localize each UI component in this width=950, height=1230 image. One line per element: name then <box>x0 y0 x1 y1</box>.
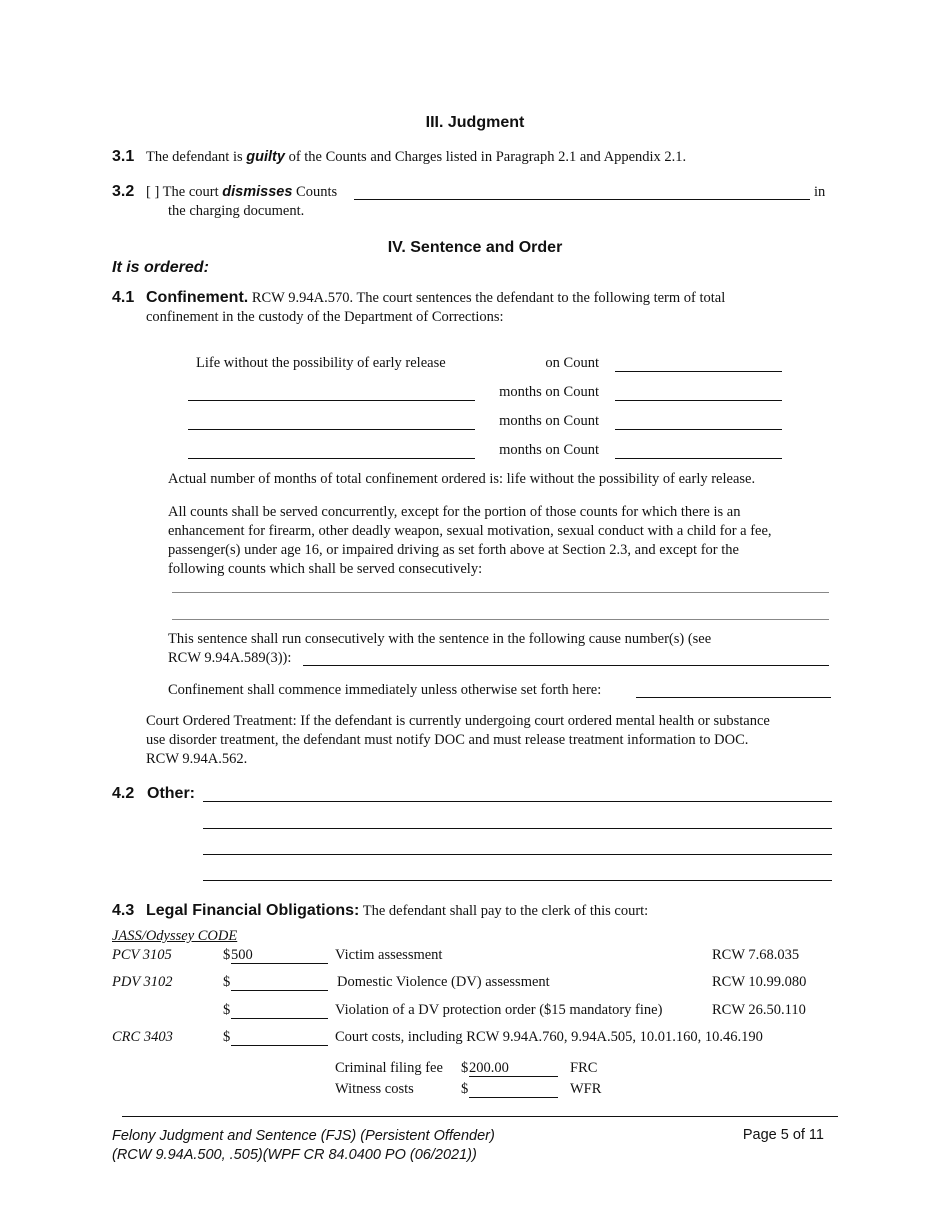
lfo-row-4-desc: Court costs, including RCW 9.94A.760, 9.94A.505, 10.01.160, 10.46.190 <box>335 1029 763 1045</box>
commence-text: Confinement shall commence immediately unless otherwise set forth here: <box>168 682 602 698</box>
consecutive-cause-line1: This sentence shall run consecutively with the sentence in the following cause number(s) (see <box>168 631 712 647</box>
filing-fee-label: Criminal filing fee <box>335 1060 443 1076</box>
cause-number-line[interactable] <box>303 665 829 666</box>
lfo-title: Legal Financial Obligations: <box>146 902 360 919</box>
witness-costs-amount-line[interactable] <box>469 1097 558 1098</box>
lfo-row-4-code: CRC 3403 <box>112 1029 173 1045</box>
term-row-3-count-line[interactable] <box>615 429 782 430</box>
concurrent-line-1: All counts shall be served concurrently, except for the portion of those counts for which there is an <box>168 504 741 520</box>
consecutive-cause-line2: RCW 9.94A.589(3)): <box>168 650 292 666</box>
consecutive-counts-line-2[interactable] <box>172 619 829 620</box>
filing-fee-amount-line[interactable] <box>469 1076 558 1077</box>
lfo-text: The defendant shall pay to the clerk of this court: <box>362 903 649 919</box>
term-row-4-term-line[interactable] <box>188 458 475 459</box>
it-is-ordered: It is ordered: <box>112 259 209 276</box>
term-row-1-count-line[interactable] <box>615 371 782 372</box>
term-row-3-label: months on Count <box>499 413 599 429</box>
term-row-1-label: on Count <box>545 355 599 371</box>
other-line-3[interactable] <box>203 854 832 855</box>
code-header: JASS/Odyssey CODE <box>112 928 238 944</box>
section-3-2-pre: The court <box>162 184 223 200</box>
section-3-2-text <box>146 184 337 201</box>
section-3-1-number: 3.1 <box>112 148 135 165</box>
footer-line-1: Felony Judgment and Sentence (FJS) (Persistent Offender) <box>112 1128 495 1144</box>
term-row-2-count-line[interactable] <box>615 400 782 401</box>
lfo-row-2-desc: Domestic Violence (DV) assessment <box>337 974 550 990</box>
footer-form-title <box>112 1127 495 1165</box>
judgment-heading: III. Judgment <box>425 114 525 131</box>
concurrent-line-4: following counts which shall be served consecutively: <box>168 561 483 577</box>
section-3-2-post: Counts <box>292 184 338 200</box>
lfo-row-4-dollar: $ <box>223 1029 231 1045</box>
term-row-4-label: months on Count <box>499 442 599 458</box>
term-row-2-term-line[interactable] <box>188 400 475 401</box>
lfo-row-1-desc: Victim assessment <box>335 947 443 963</box>
lfo-row-3-amount-line[interactable] <box>231 1018 328 1019</box>
section-4-2-number: 4.2 <box>112 785 135 802</box>
treatment-line-1: Court Ordered Treatment: If the defendant is currently undergoing court ordered mental health or substance <box>146 713 770 729</box>
treatment-line-2: use disorder treatment, the defendant must notify DOC and must release treatment information to DOC. <box>146 732 749 748</box>
lfo-row-2-dollar: $ <box>223 974 231 990</box>
dismissed-counts-line[interactable] <box>354 199 810 200</box>
section-4-1-line2: confinement in the custody of the Department of Corrections: <box>146 309 504 325</box>
commence-line[interactable] <box>636 697 831 698</box>
section-4-1-number: 4.1 <box>112 289 135 306</box>
section-4-1-line1 <box>146 289 725 307</box>
concurrent-line-3: passenger(s) under age 16, or impaired driving as set forth above at Section 2.3, and except for the <box>168 542 739 558</box>
lfo-row-2-amount-line[interactable] <box>231 990 328 991</box>
section-3-1-text <box>146 149 686 166</box>
confinement-title: Confinement. <box>146 289 249 306</box>
lfo-row-4-amount-line[interactable] <box>231 1045 328 1046</box>
section-3-1-pre: The defendant is <box>146 149 247 165</box>
lfo-row-2-rcw: RCW 10.99.080 <box>712 974 807 990</box>
section-3-1-post: of the Counts and Charges listed in Paragraph 2.1 and Appendix 2.1. <box>284 149 687 165</box>
other-line-1[interactable] <box>203 801 832 802</box>
treatment-line-3: RCW 9.94A.562. <box>146 751 248 767</box>
concurrent-paragraph <box>168 503 772 579</box>
lfo-row-1-dollar: $ <box>223 947 231 963</box>
page-number: Page 5 of 11 <box>742 1127 824 1143</box>
other-line-2[interactable] <box>203 828 832 829</box>
guilty-emphasis: guilty <box>246 149 285 165</box>
lfo-row-3-desc: Violation of a DV protection order ($15 mandatory fine) <box>335 1002 663 1018</box>
footer-rule <box>122 1116 838 1117</box>
section-4-3-number: 4.3 <box>112 902 135 919</box>
other-line-4[interactable] <box>203 880 832 881</box>
witness-costs-code: WFR <box>570 1081 602 1097</box>
section-3-2-suffix: in <box>814 184 826 200</box>
witness-costs-dollar: $ <box>461 1081 469 1097</box>
lfo-row-1-amount: 500 <box>231 947 253 963</box>
section-3-2-number: 3.2 <box>112 183 135 200</box>
section-3-2-line2: the charging document. <box>168 203 305 219</box>
lfo-row-1-code: PCV 3105 <box>112 947 172 963</box>
consecutive-counts-line-1[interactable] <box>172 592 829 593</box>
term-row-1-term: Life without the possibility of early release <box>196 355 446 371</box>
term-row-2-label: months on Count <box>499 384 599 400</box>
concurrent-line-2: enhancement for firearm, other deadly weapon, sexual motivation, sexual conduct with a child for a fee, <box>168 523 772 539</box>
term-row-3-term-line[interactable] <box>188 429 475 430</box>
filing-fee-code: FRC <box>570 1060 598 1076</box>
confinement-text-1: RCW 9.94A.570. The court sentences the defendant to the following term of total <box>251 290 726 306</box>
filing-fee-dollar: $ <box>461 1060 469 1076</box>
dismisses-emphasis: dismisses <box>222 184 293 200</box>
lfo-row-2-code: PDV 3102 <box>112 974 173 990</box>
actual-months-text: Actual number of months of total confinement ordered is: life without the possibility of early release. <box>168 471 756 487</box>
term-row-4-count-line[interactable] <box>615 458 782 459</box>
lfo-row-1-rcw: RCW 7.68.035 <box>712 947 800 963</box>
section-4-3-header <box>146 902 648 920</box>
treatment-paragraph <box>146 712 770 769</box>
footer-line-2: (RCW 9.94A.500, .505)(WPF CR 84.0400 PO (06/2021)) <box>112 1147 477 1163</box>
lfo-row-3-dollar: $ <box>223 1002 231 1018</box>
sentence-heading: IV. Sentence and Order <box>387 239 563 256</box>
other-title: Other: <box>147 785 195 802</box>
witness-costs-label: Witness costs <box>335 1081 414 1097</box>
lfo-row-1-amount-line[interactable] <box>231 963 328 964</box>
filing-fee-amount: 200.00 <box>469 1060 509 1076</box>
dismiss-checkbox[interactable]: [ ] <box>146 184 160 200</box>
lfo-row-3-rcw: RCW 26.50.110 <box>712 1002 806 1018</box>
